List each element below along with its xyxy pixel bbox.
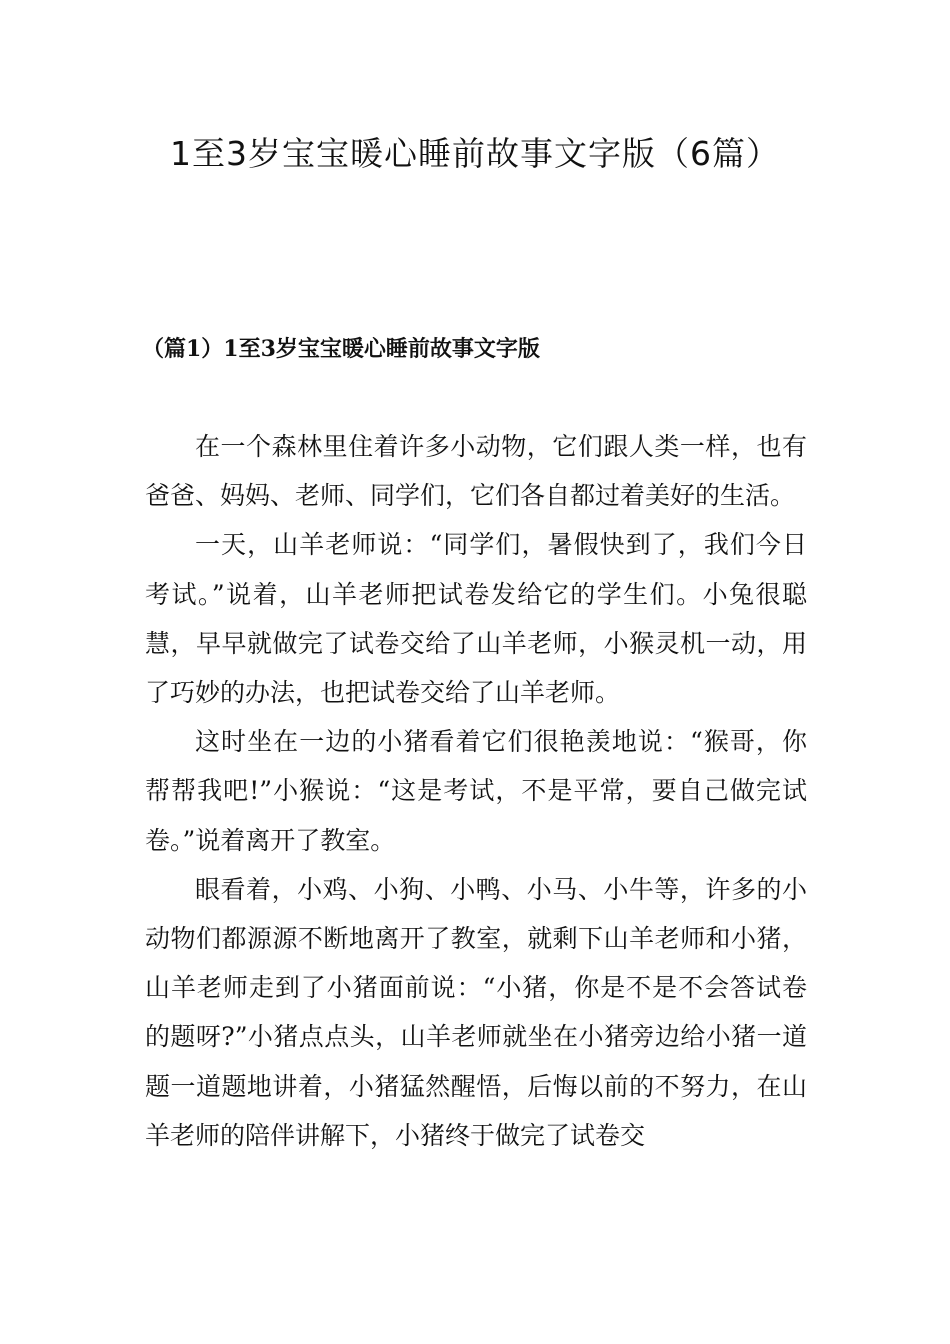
section-heading: （篇1）1至3岁宝宝暖心睡前故事文字版 bbox=[142, 336, 540, 362]
story-paragraph: 这时坐在一边的小猪看着它们很艳羡地说：“猴哥，你帮帮我吧!”小猴说：“这是考试，不是平常，要自己做完试卷。”说着离开了教室。 bbox=[145, 727, 807, 855]
story-body bbox=[145, 422, 807, 1160]
story-paragraph: 在一个森林里住着许多小动物，它们跟人类一样，也有爸爸、妈妈、老师、同学们，它们各自都过着美好的生活。 bbox=[145, 432, 807, 511]
story-paragraph: 眼看着，小鸡、小狗、小鸭、小马、小牛等，许多的小动物们都源源不断地离开了教室，就剩下山羊老师和小猪，山羊老师走到了小猪面前说：“小猪，你是不是不会答试卷的题呀?”小猪点点头，山羊老师就坐在小猪旁边给小猪一道题一道题地讲着，小猪猛然醒悟，后悔以前的不努力，在山羊老师的陪伴讲解下，小猪终于做完了试卷交 bbox=[145, 874, 807, 1150]
document-title: 1至3岁宝宝暖心睡前故事文字版（6篇） bbox=[170, 134, 780, 173]
story-paragraph: 一天，山羊老师说：“同学们，暑假快到了，我们今日考试。”说着，山羊老师把试卷发给它的学生们。小兔很聪慧，早早就做完了试卷交给了山羊老师，小猴灵机一动，用了巧妙的办法，也把试卷交给了山羊老师。 bbox=[145, 530, 807, 708]
